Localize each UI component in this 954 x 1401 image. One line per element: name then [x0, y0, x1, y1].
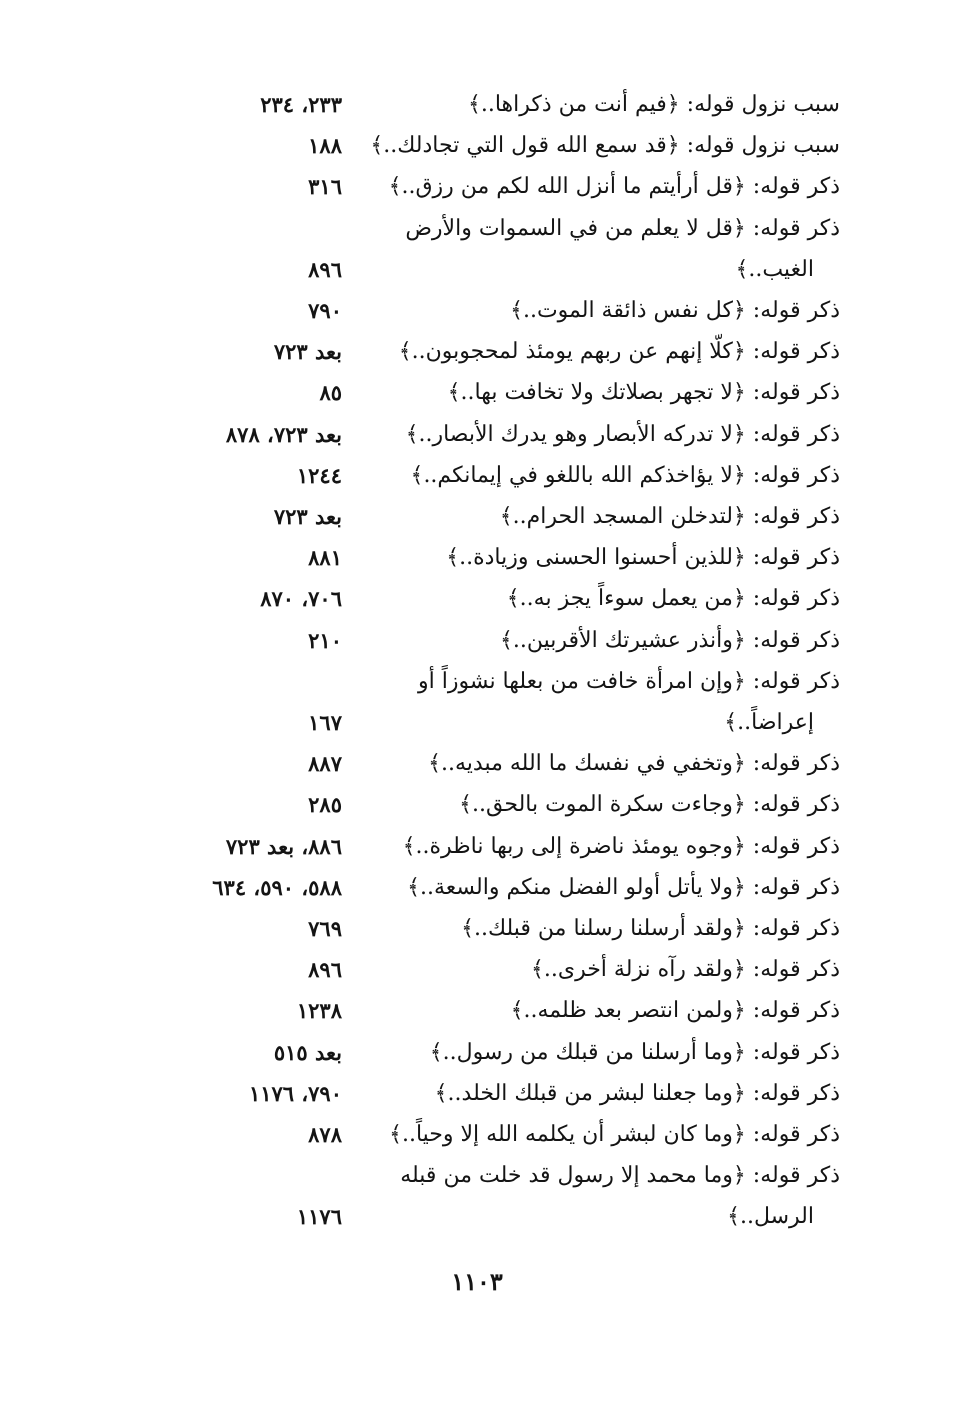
entry-text: ذكر قوله: ﴿قل أرأيتم ما أنزل الله لكم من رزق..﴾ — [388, 174, 840, 200]
entry-pages: ٨٨٦، بعد ٧٢٣ — [225, 833, 342, 859]
page-number: ١١٠٣ — [451, 1267, 503, 1296]
entry-pages: ٨٩٦ — [308, 957, 342, 983]
entry-text: ذكر قوله: ﴿وما محمد إلا رسول قد خلت من قبله — [400, 1163, 840, 1189]
entry-pages: ٨٩٦ — [308, 256, 342, 282]
entry-text: ذكر قوله: ﴿وجوه يومئذ ناضرة إلى ربها ناظرة..﴾ — [402, 833, 840, 859]
entry-text: ذكر قوله: ﴿ولقد أرسلنا رسلنا من قبلك..﴾ — [461, 916, 840, 941]
entry-pages: ٧٠٦، ٨٧٠ — [260, 586, 342, 612]
entry-pages: ٢١٠ — [308, 627, 342, 653]
entry-text: ذكر قوله: ﴿ولا يأتل أولو الفضل منكم والسعة..﴾ — [407, 874, 840, 900]
entry-pages: ١١٧٦ — [296, 1204, 342, 1230]
entry-pages: ١٢٣٨ — [296, 998, 342, 1024]
entry-text-continued: إعراضاً..﴾ — [724, 710, 814, 735]
entry-pages: ٢٨٥ — [308, 792, 342, 818]
entry-pages: بعد ٥١٥ — [273, 1039, 342, 1065]
entry-text-continued: الرسل..﴾ — [727, 1204, 814, 1230]
entry-text: ذكر قوله: ﴿ولقد رآه نزلة أخرى..﴾ — [530, 957, 840, 983]
entry-text: ذكر قوله: ﴿كلّا إنهم عن ربهم يومئذ لمحجوبون..﴾ — [398, 339, 840, 365]
entry-pages: ١٢٤٤ — [296, 462, 342, 488]
entry-pages: ٧٩٠، ١١٧٦ — [248, 1080, 342, 1106]
entry-text: ذكر قوله: ﴿وتخفي في نفسك ما الله مبديه..﴾ — [428, 751, 840, 777]
entry-pages: ٢٣٣، ٢٣٤ — [260, 92, 342, 117]
entry-pages: ٧٩٠ — [308, 298, 342, 323]
entry-pages: ٣١٦ — [308, 174, 342, 200]
entry-text: ذكر قوله: ﴿وإن امرأة خافت من بعلها نشوزاً أو — [417, 668, 840, 694]
entry-pages: ٨٨٧ — [308, 751, 342, 777]
entry-text: ذكر قوله: ﴿لا تجهر بصلاتك ولا تخافت بها..﴾ — [447, 380, 840, 406]
entry-pages: ٨٨١ — [308, 545, 342, 571]
entry-text: ذكر قوله: ﴿لا يؤاخذكم الله باللغو في إيمانكم..﴾ — [410, 462, 840, 488]
entry-text: ذكر قوله: ﴿وما كان لبشر أن يكلمه الله إلا وحياً..﴾ — [389, 1122, 840, 1147]
entry-text: ذكر قوله: ﴿وأنذر عشيرتك الأقربين..﴾ — [500, 627, 840, 653]
entry-pages: بعد ٧٢٣، ٨٧٨ — [225, 421, 342, 447]
entry-pages: ٥٨٨، ٥٩٠، ٦٣٤ — [212, 874, 342, 900]
entry-pages: بعد ٧٢٣ — [273, 504, 342, 529]
entry-text: سبب نزول قوله: ﴿قد سمع الله قول التي تجادلك..﴾ — [370, 133, 840, 159]
entry-text: سبب نزول قوله: ﴿فيم أنت من ذكراها..﴾ — [467, 92, 840, 117]
entry-text-continued: الغيب..﴾ — [735, 256, 814, 282]
entry-pages: ١٦٧ — [308, 710, 342, 735]
entry-text: ذكر قوله: ﴿لتدخلن المسجد الحرام..﴾ — [499, 504, 840, 529]
entry-text: ذكر قوله: ﴿من يعمل سوءاً يجز به..﴾ — [506, 586, 840, 612]
entry-text: ذكر قوله: ﴿ولمن انتصر بعد ظلمه..﴾ — [510, 998, 840, 1024]
entry-pages: ٨٧٨ — [308, 1122, 342, 1147]
entry-text: ذكر قوله: ﴿وجاءت سكرة الموت بالحق..﴾ — [459, 792, 840, 818]
entry-pages: ١٨٨ — [308, 133, 342, 159]
entry-text: ذكر قوله: ﴿قل لا يعلم من في السموات والأرض — [405, 215, 840, 241]
entry-pages: ٧٦٩ — [308, 916, 342, 941]
entry-pages: ٨٥ — [319, 380, 342, 406]
entry-text: ذكر قوله: ﴿وما جعلنا لبشر من قبلك الخلد..﴾ — [434, 1080, 840, 1106]
entry-text: ذكر قوله: ﴿وما أرسلنا من قبلك من رسول..﴾ — [429, 1039, 840, 1065]
entry-text: ذكر قوله: ﴿كل نفس ذائقة الموت..﴾ — [510, 298, 840, 323]
entry-text: ذكر قوله: ﴿لا تدركه الأبصار وهو يدرك الأبصار..﴾ — [405, 421, 840, 447]
entry-pages: بعد ٧٢٣ — [273, 339, 342, 365]
entry-text: ذكر قوله: ﴿للذين أحسنوا الحسنى وزيادة..﴾ — [446, 545, 840, 571]
